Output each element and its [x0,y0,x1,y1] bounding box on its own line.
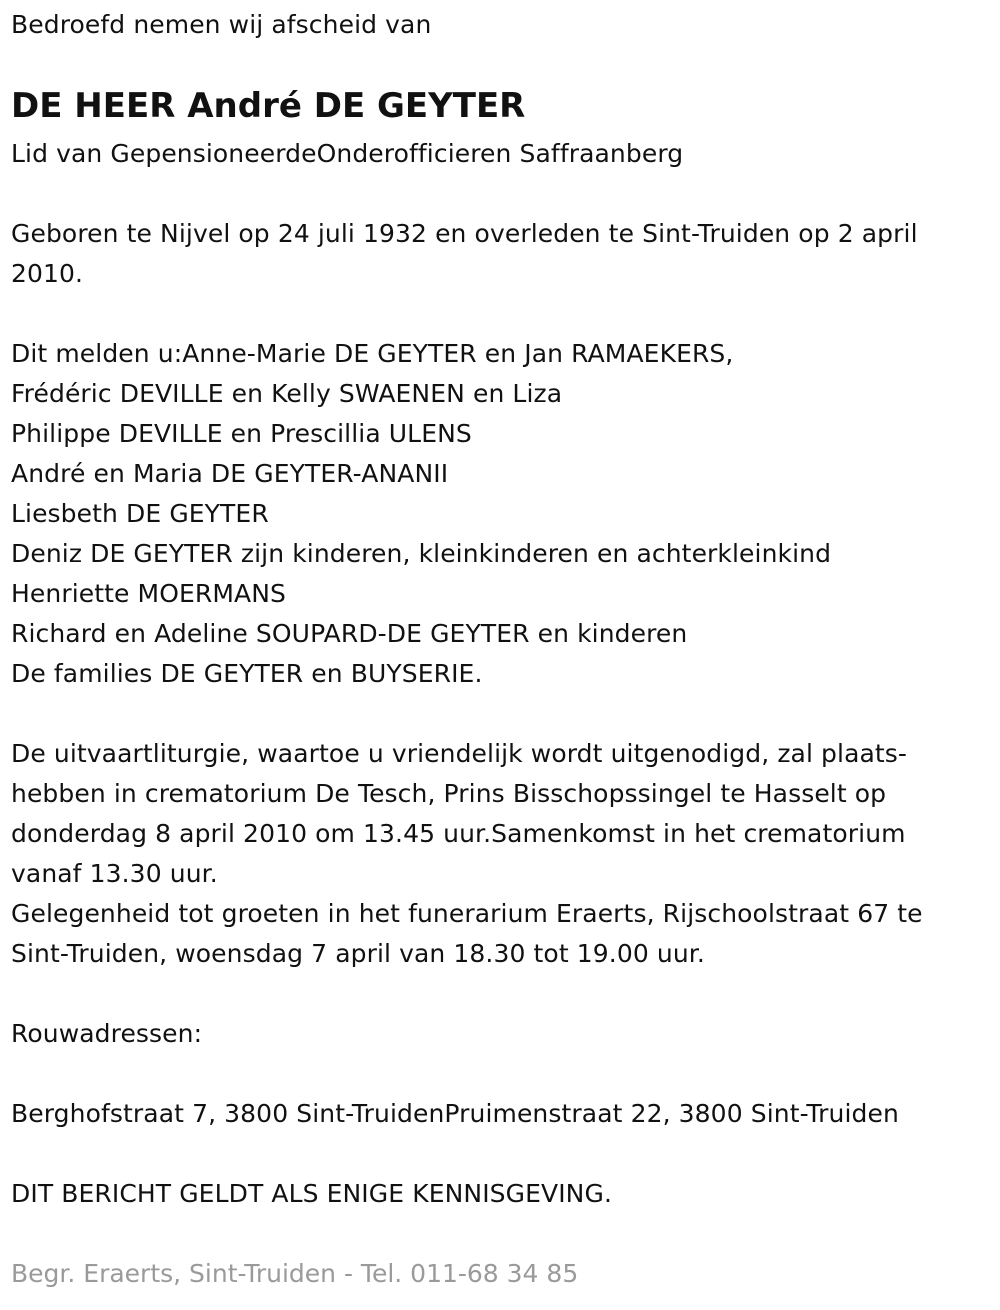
announced-by-line: Deniz DE GEYTER zijn kinderen, kleinkinderen en achterkleinkind [11,539,832,568]
ceremony-line: vanaf 13.30 uur. [11,859,218,888]
ceremony-line: Sint-Truiden, woensdag 7 april van 18.30 tot 19.00 uur. [11,939,705,968]
announced-by-line: Philippe DEVILLE en Prescillia ULENS [11,419,472,448]
announced-by-line: Frédéric DEVILLE en Kelly SWAENEN en Liza [11,379,563,408]
birth-death-line: Geboren te Nijvel op 24 juli 1932 en overleden te Sint-Truiden op 2 april [11,219,918,248]
announced-by-line: Liesbeth DE GEYTER [11,499,269,528]
official-notice: DIT BERICHT GELDT ALS ENIGE KENNISGEVING. [11,1179,612,1208]
announced-by-line: De families DE GEYTER en BUYSERIE. [11,659,483,688]
announced-by-line: Henriette MOERMANS [11,579,287,608]
announced-by-line: Dit melden u:Anne-Marie DE GEYTER en Jan RAMAEKERS, [11,339,734,368]
intro-text: Bedroefd nemen wij afscheid van [11,10,432,39]
announced-by-line: André en Maria DE GEYTER-ANANII [11,459,449,488]
ceremony-line: hebben in crematorium De Tesch, Prins Bisschopssingel te Hasselt op [11,779,887,808]
funeral-home-footer: Begr. Eraerts, Sint-Truiden - Tel. 011-68 34 85 [11,1259,579,1288]
ceremony-line: De uitvaartliturgie, waartoe u vriendelijk wordt uitgenodigd, zal plaats- [11,739,908,768]
condolence-label: Rouwadressen: [11,1019,203,1048]
birth-death-paragraph [11,214,918,294]
membership-text: Lid van GepensioneerdeOnderofficieren Saffraanberg [11,139,684,168]
announced-by-paragraph [11,334,831,694]
ceremony-paragraph [11,734,923,974]
birth-death-line: 2010. [11,259,84,288]
ceremony-line: Gelegenheid tot groeten in het funerarium Eraerts, Rijschoolstraat 67 te [11,899,923,928]
ceremony-line: donderdag 8 april 2010 om 13.45 uur.Samenkomst in het crematorium [11,819,906,848]
deceased-name: DE HEER André DE GEYTER [11,86,526,126]
announced-by-line: Richard en Adeline SOUPARD-DE GEYTER en kinderen [11,619,688,648]
condolence-addresses: Berghofstraat 7, 3800 Sint-TruidenPruimenstraat 22, 3800 Sint-Truiden [11,1099,899,1128]
